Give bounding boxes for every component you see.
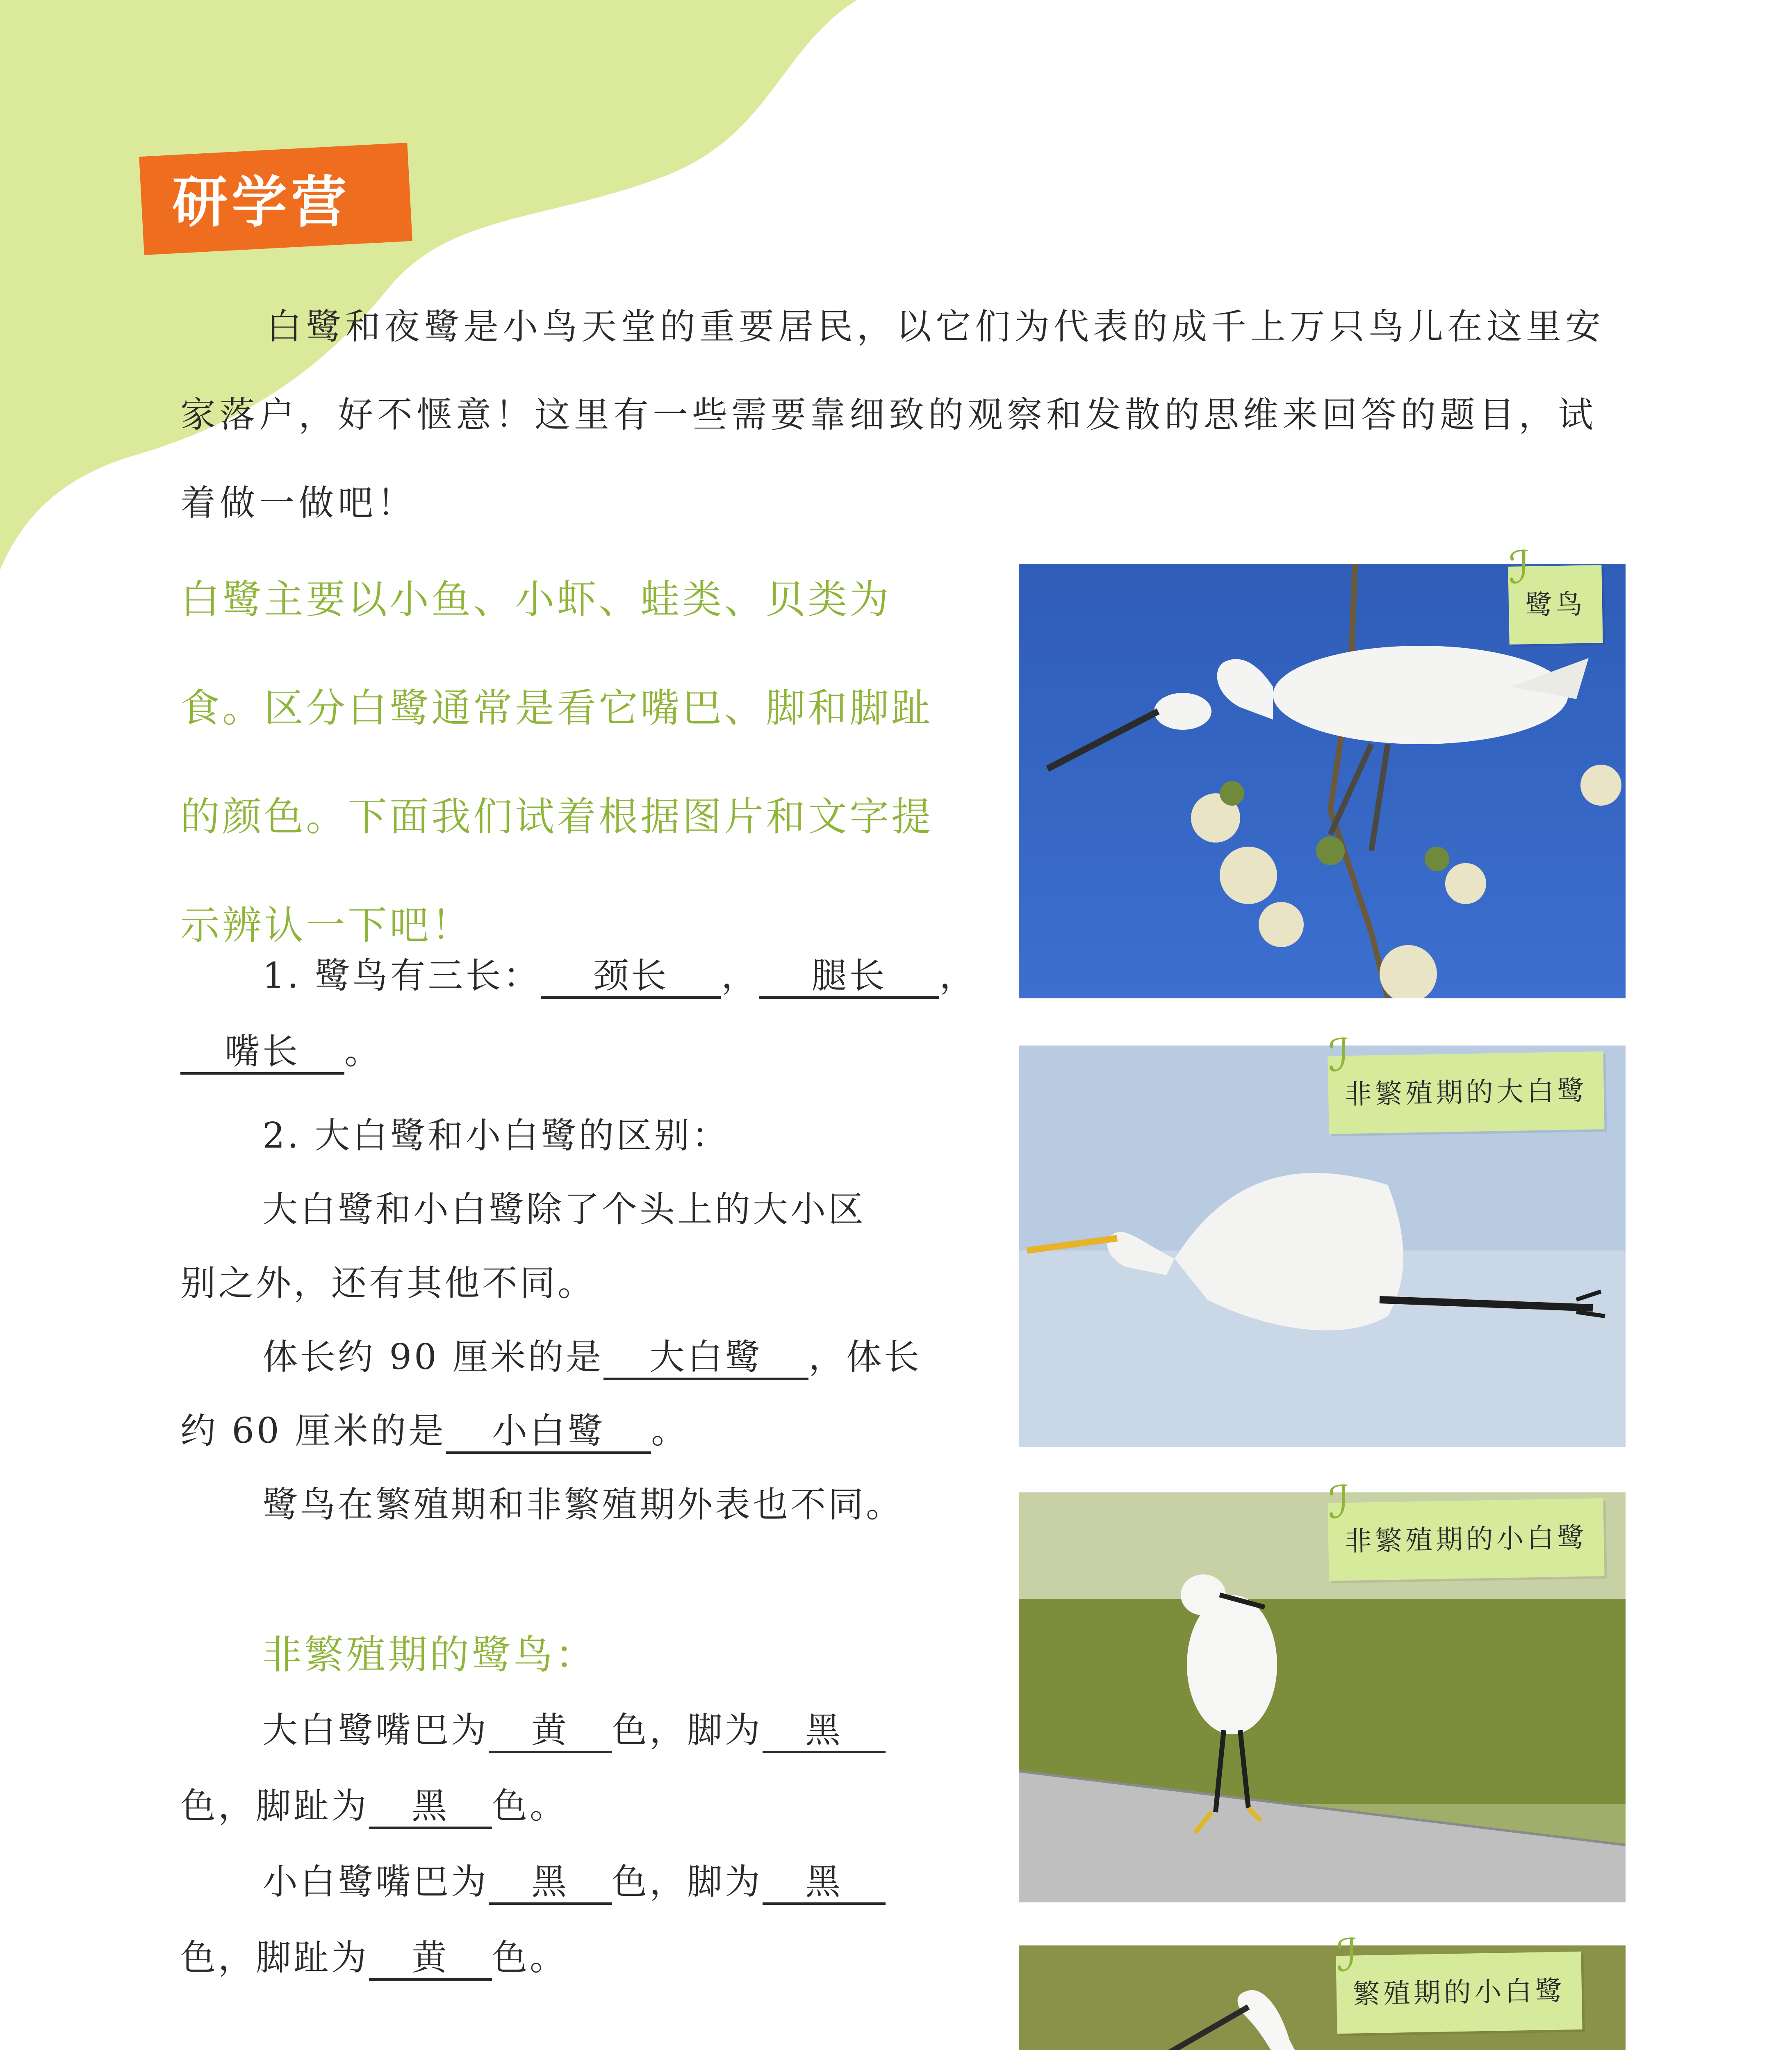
nonbreeding-small-line-2: [180, 1929, 567, 1981]
q2-line-5: 鹭鸟在繁殖期和非繁殖期外表也不同。: [262, 1484, 904, 1525]
answer-big-toes: 黑: [369, 1786, 492, 1829]
answer-big-beak: 黄: [489, 1710, 612, 1753]
text-fragment: 色，脚为: [612, 1861, 763, 1902]
caption-egret: 鹭鸟: [1508, 565, 1603, 645]
q1-answer-1: 颈长: [541, 955, 721, 999]
q2-line-2: 别之外，还有其他不同。: [180, 1263, 595, 1304]
q1-answer-2: 腿长: [759, 955, 939, 999]
text-fragment: 色，脚趾为: [180, 1786, 369, 1827]
q2-line-1: 大白鹭和小白鹭除了个头上的大小区: [262, 1189, 866, 1230]
q2-answer-big-egret: 大白鹭: [603, 1337, 808, 1380]
paperclip-icon: ℐ: [1509, 541, 1530, 594]
paperclip-icon: ℐ: [1337, 1929, 1358, 1982]
nonbreeding-heading: 非繁殖期的鹭鸟：: [262, 1632, 597, 1678]
text-fragment: 小白鹭嘴巴为: [262, 1861, 489, 1902]
q2-line-4-prefix: 约 60 厘米的是: [180, 1410, 446, 1451]
q2-line-4: [180, 1402, 689, 1454]
page-title: 研学营: [172, 170, 351, 235]
caption-great-egret-nonbreeding: 非繁殖期的大白鹭: [1327, 1051, 1604, 1134]
q1-line-2: [180, 1023, 382, 1075]
q2-line-3-suffix: ，体长: [808, 1337, 922, 1378]
q2-line-3-prefix: 体长约 90 厘米的是: [262, 1337, 604, 1378]
green-intro-paragraph: 白鹭主要以小鱼、小虾、蛙类、贝类为食。区分白鹭通常是看它嘴巴、脚和脚趾的颜色。下面我们试着根据图片和文字提示辨认一下吧！: [180, 576, 933, 948]
q1-line-1: [262, 947, 977, 999]
nonbreeding-big-line-2: [180, 1777, 567, 1829]
q1-separator: ，: [721, 955, 759, 996]
text-fragment: 色。: [492, 1786, 567, 1827]
q1-answer-3: 嘴长: [180, 1031, 344, 1075]
nonbreeding-big-line-1: [262, 1702, 886, 1753]
caption-little-egret-nonbreeding: 非繁殖期的小白鹭: [1327, 1498, 1604, 1581]
paperclip-icon: ℐ: [1328, 1029, 1350, 1082]
answer-big-feet: 黑: [763, 1710, 886, 1753]
text-fragment: 色，脚为: [612, 1710, 763, 1751]
q1-end: 。: [344, 1031, 382, 1072]
q2-heading: 2. 大白鹭和小白鹭的区别：: [262, 1115, 730, 1156]
q2-line-4-suffix: 。: [651, 1410, 689, 1451]
q2-answer-little-egret: 小白鹭: [446, 1410, 651, 1454]
answer-small-beak: 黑: [489, 1861, 612, 1905]
q2-line-3: [262, 1328, 922, 1380]
q1-prefix: 1. 鹭鸟有三长：: [262, 955, 541, 996]
answer-small-feet: 黑: [763, 1861, 886, 1905]
intro-paragraph: 白鹭和夜鹭是小鸟天堂的重要居民，以它们为代表的成千上万只鸟儿在这里安家落户，好不惬意！这里有一些需要靠细致的观察和发散的思维来回答的题目，试着做一做吧！: [180, 306, 1605, 524]
text-fragment: 大白鹭嘴巴为: [262, 1710, 489, 1751]
answer-small-toes: 黄: [369, 1937, 492, 1981]
q1-separator-2: ，: [939, 955, 977, 996]
text-fragment: 色。: [492, 1937, 567, 1978]
paperclip-icon: ℐ: [1328, 1476, 1350, 1528]
caption-little-egret-breeding: 繁殖期的小白鹭: [1336, 1952, 1582, 2034]
text-fragment: 色，脚趾为: [180, 1937, 369, 1978]
nonbreeding-small-line-1: [262, 1853, 886, 1905]
